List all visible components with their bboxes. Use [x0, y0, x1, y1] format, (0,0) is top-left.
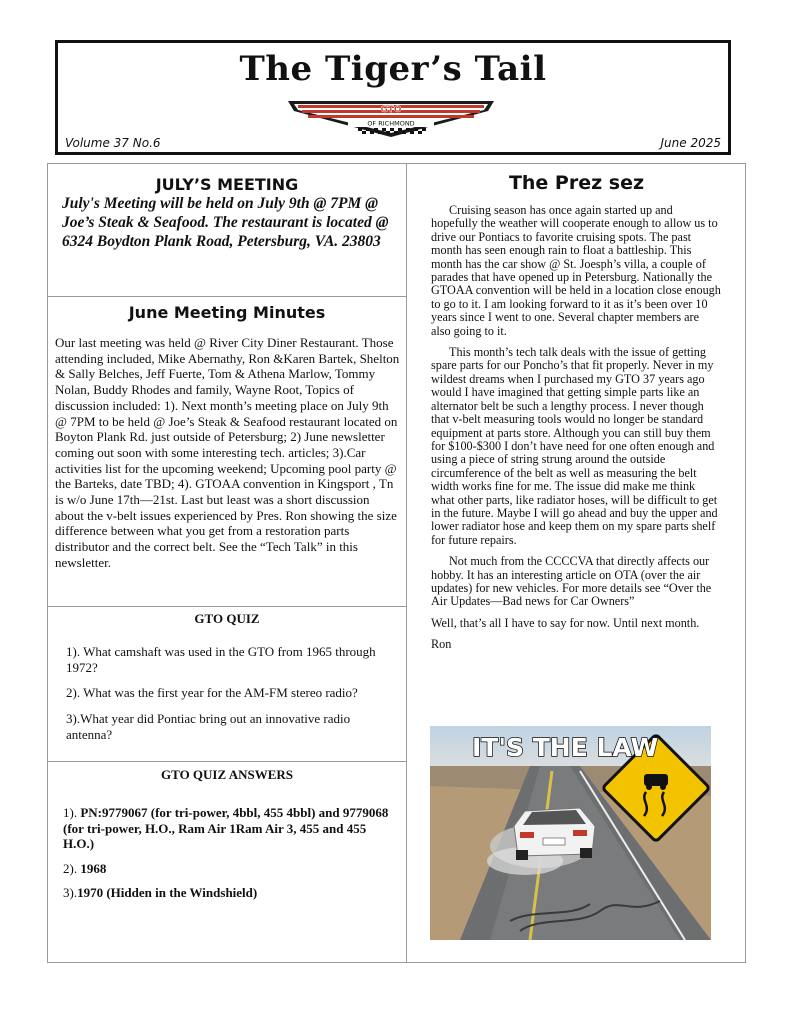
its-the-law-photo: [430, 726, 711, 940]
quiz-heading: GTO QUIZ: [194, 611, 260, 626]
answer-text: PN:9779067 (for tri-power, 4bbl, 455 4bbl) and 9779068 (for tri-power, H.O., Ram Air 1Ram Air 3, 455 and 455 H.O.): [63, 805, 389, 851]
photo-caption: IT'S THE LAW: [472, 733, 659, 762]
answer-item: [63, 885, 398, 901]
section-divider: [47, 606, 406, 607]
minutes-text: Our last meeting was held @ River City Diner Restaurant. Those attending included, Mike Abernathy, Ron &Karen Bartek, Shelton & Sally Belches, Jeff Fuerte, Tom & Athena Marlow, Tommy Nolan, Buddy Rhodes and family, Wayne Root, Topics of discussion included: 1). Next month’s meeting place on July 9th @ 7PM to be held @ Joe’s Steak & Seafood restaurant located on Boyton Plank Rd. just outside of Petersburg; 2) June newsletter coming out soon with some interesting tech. articles; 3).Car activities list for the upcoming weekend; Upcoming pool party @ the Barteks, date TBD; 4). GTOAA convention in Kingsport , Tn is w/o June 17th—21st. Last but least was a short discussion about the v-belt issues experienced by Pres. Ron showing the size difference between what you get from a restoration parts distributor and the correct belt. See the “Tech Talk” in this newsletter.: [55, 335, 400, 570]
july-meeting-heading: JULY’S MEETING: [155, 175, 299, 194]
quiz-question: 2). What was the first year for the AM-FM stereo radio?: [66, 685, 358, 700]
issue-date: June 2025: [660, 136, 721, 150]
quiz-question: 1). What camshaft was used in the GTO from 1965 through 1972?: [66, 644, 376, 675]
prez-paragraph: This month’s tech talk deals with the issue of getting spare parts for our Poncho’s that fit properly. Never in my wildest dreams when I purchased my GTO 37 years ago would I have imagined that getting simple parts like an alternator belt be such a lengthy process. I never though that v-belt measuring tools would no longer be standard equipment at parts store. Although you can still buy them for $100-$300 I don’t have need for one often enough and using a piece of string strung around the outside circumference of the belt as well as measuring the belt width works fine for me. The issue did make me think what other parts, like radiator hoses, will be difficult to get in the future. Maybe I will go ahead and buy the upper and lower radiator hose and keep them on my spare parts shelf for future repairs.: [431, 345, 718, 547]
masthead: [55, 40, 731, 155]
answer-number: 3).: [63, 885, 78, 900]
quiz-question: 3).What year did Pontiac bring out an innovative radio antenna?: [66, 711, 351, 742]
prez-signature: Ron: [431, 637, 452, 652]
section-divider: [47, 296, 406, 297]
gto-logo: [288, 99, 494, 139]
july-meeting-text: July's Meeting will be held on July 9th @ 7PM @ Joe’s Steak & Seafood. The restaurant is located @ 6324 Boydton Plank Road, Petersburg, VA. 23803: [62, 195, 389, 250]
newsletter-title: The Tiger’s Tail: [239, 49, 547, 89]
logo-text: GTO: [380, 105, 402, 115]
prez-closing: Well, that’s all I have to say for now. Until next month.: [431, 615, 700, 630]
prez-heading: The Prez sez: [508, 172, 645, 194]
answer-text: 1968: [80, 861, 107, 876]
prez-column: [431, 204, 721, 660]
answer-number: 2).: [63, 861, 81, 876]
answer-text: 1970 (Hidden in the Windshield): [77, 885, 258, 900]
answer-number: 1).: [63, 805, 81, 820]
answer-item: [63, 861, 398, 877]
section-divider: [47, 761, 406, 762]
prez-paragraph: Cruising season has once again started up and hopefully the weather will cooperate enough to allow us to drive our Pontiacs to favorite cruising spots. The past month has seen enough rain to float a battleship. This month has the car show @ St. Joesph’s villa, a couple of parades that have opened up in Petersburg. Nationally the GTOAA convention will be held in a location close enough to go to it. I am looking forward to it as it’s been over 10 years since I went to one. Several chapter members are also going to it.: [431, 203, 721, 338]
logo-subtext: OF RICHMOND: [367, 119, 415, 128]
column-divider: [406, 163, 407, 963]
answer-item: [63, 805, 398, 852]
answers-heading: GTO QUIZ ANSWERS: [161, 767, 293, 782]
car-shape: [514, 808, 595, 860]
prez-paragraph: Not much from the CCCCVA that directly affects our hobby. It has an interesting article on OTA (over the air updates) for new vehicles. For more details see “Over the Air Updates—Bad news for Car Owners”: [431, 554, 712, 609]
volume-number: Volume 37 No.6: [65, 136, 161, 150]
minutes-heading: June Meeting Minutes: [128, 303, 326, 322]
